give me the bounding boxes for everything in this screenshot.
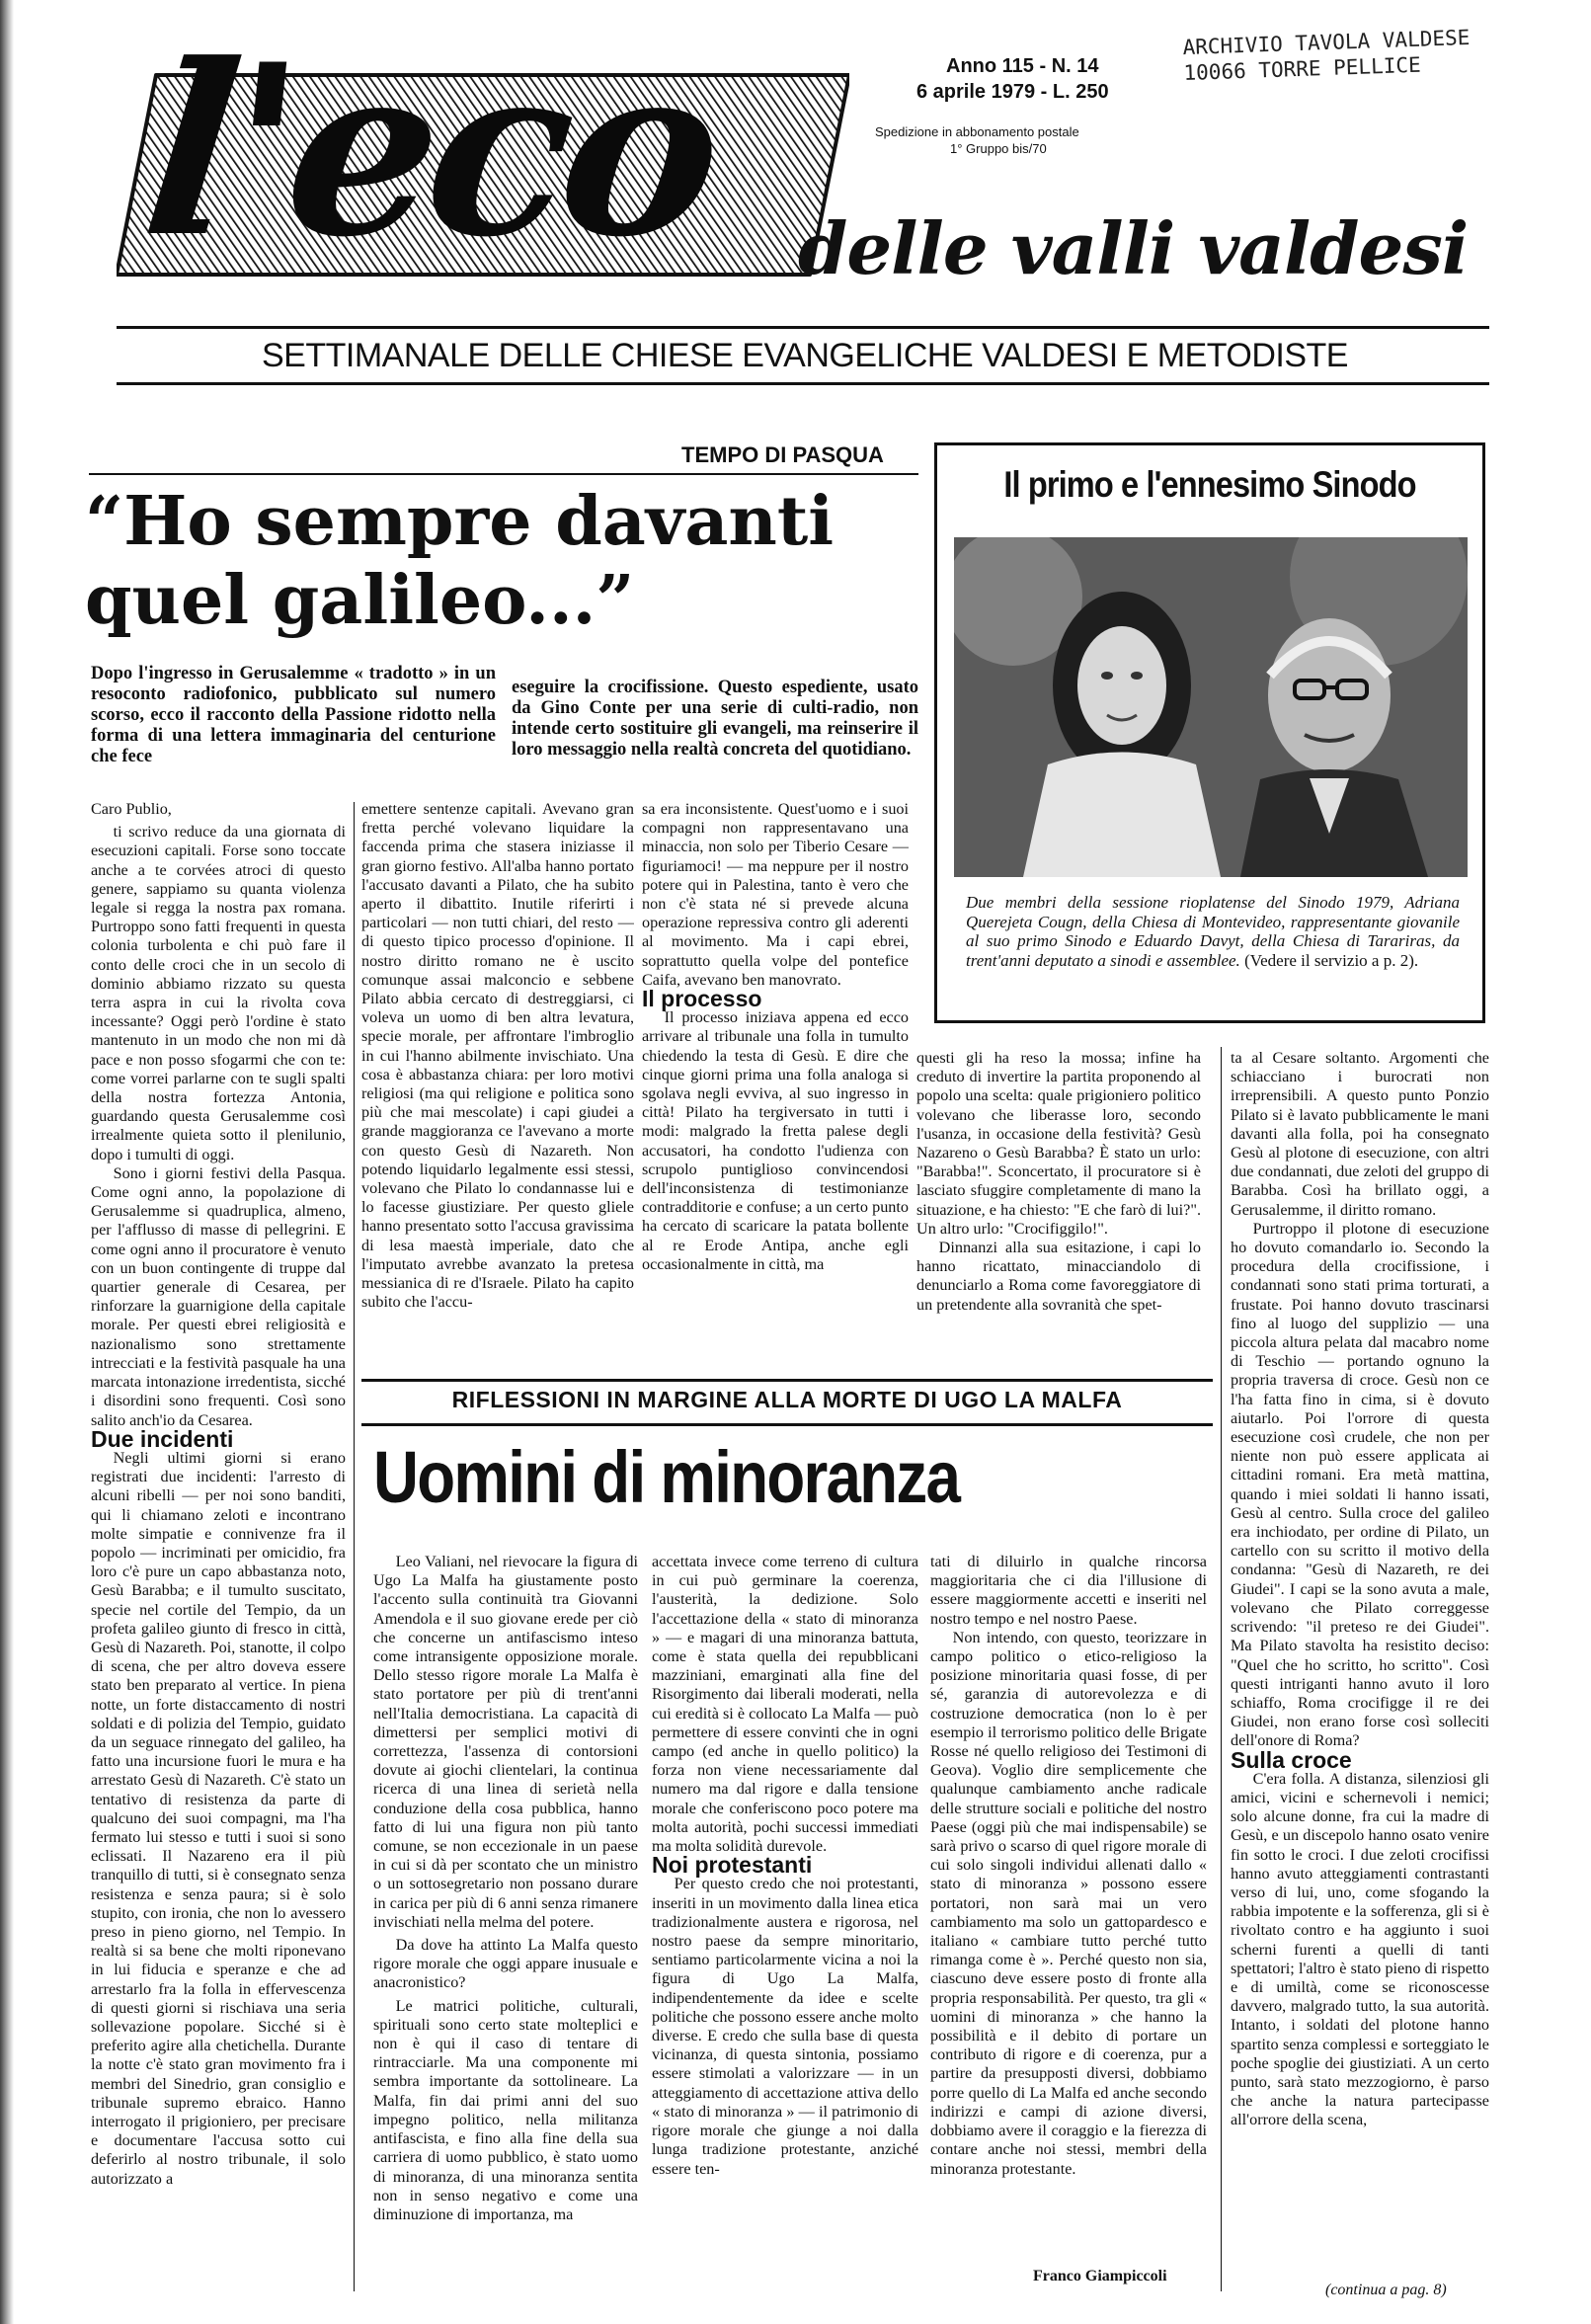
pasqua-col2-paragraph: emettere sentenze capitali. Avevano gran fretta perché volevano liquidare la faccenda prima che stasera iniziasse il gran giorno festivo. All'alba hanno portato l'accusato davanti a Pilato, che ha subito aperto il dibattito. Inutile riferirti i particolari — non tutti chiari, del resto — di questo tipico processo d'opinione. Il nostro diritto romano ne è uscito comunque assai malconcio e sebbene Pilato abbia cercato di destreggiarsi, ci voleva un uomo di ben altra levatura, specie morale, per affrontare l'imbroglio in cui l'hanno abilmente invischiato. Una cosa è abbastanza chiara: per loro motivi religiosi (ma qui religione e politica sono più che mai mescolate) i capi giudei a grande maggioranza ce l'avevano a morte con questo Gesù di Nazareth. Non potendo liquidarlo legalmente essi stessi, volevano che Pilato lo condannasse lui e lo facesse giustiziare. Per questo gliele hanno presentato sotto l'accusa gravissima di lesa maestà imperiale, dato che l'imputato avrebbe avanzato la pretesa messianica di re d'Israele. Pilato ha capito subito che l'accu- xyxy=(361,800,634,1312)
continued-note: (continua a pag. 8) xyxy=(1325,2282,1447,2298)
lamalfa-col1-paragraph: Da dove ha attinto La Malfa questo rigore morale che oggi appare inusuale e anacronistico? xyxy=(373,1936,638,1992)
lamalfa-author: Franco Giampiccoli xyxy=(1033,2268,1167,2284)
masthead xyxy=(0,0,1591,390)
lamalfa-column-1 xyxy=(373,1553,638,2291)
pasqua-headline xyxy=(85,482,834,640)
sinodo-caption-reference: (Vedere il servizio a p. 2). xyxy=(1244,950,1419,970)
lamalfa-column-3 xyxy=(930,1553,1207,2264)
masthead-logo-text: l'eco xyxy=(133,14,725,289)
lamalfa-headline: Uomini di minoranza xyxy=(373,1436,960,1518)
masthead-tagline: SETTIMANALE DELLE CHIESE EVANGELICHE VALDESI E METODISTE xyxy=(262,337,1348,374)
lamalfa-col3-paragraph: Non intendo, con questo, teorizzare in campo politico o etico-religioso la posizione minoritaria quasi fosse, di per sé, garanzia di autorevolezza e di costruzione democratica (non lo è per esempio il terrorismo politico delle Brigate Rosse né quello religioso dei Testimoni di Geova). Voglio dire semplicemente che qualunque cambiamento anche radicale delle strutture sociali e politiche del nostro Paese (oggi più che mai indispensabile) se sarà privo o scarso di quel rigore morale di cui solo singoli individui allenati dallo « stato di minoranza » possono essere portatori, non sarà mai un vero cambiamento ma solo un gattopardesco e italiano « cambiare tutto perché tutto rimanga come è ». Perché questo non sia, ciascuno deve essere posto di fronte alla propria responsabilità. Per questo, tra gli « uomini di minoranza » che hanno la possibilità e il debito di portare un contributo di rigore e di coerenza, pur a partire da presupposti diversi, dobbiamo porre quello di La Malfa ed anche secondo indirizzi e campi di azione diversi, dobbiamo avere il coraggio e la fierezza di contare anche noi stessi, membri della minoranza protestante. xyxy=(930,1628,1207,2178)
pasqua-column-2 xyxy=(361,800,634,1333)
lamalfa-col1-paragraph: Leo Valiani, nel rievocare la figura di Ugo La Malfa ha giustamente posto l'accento sulla continuità tra Giovanni Amendola e il suo giovane erede per ciò che concerne un antifascismo inteso come intransigente opposizione morale. Dello stesso rigore morale La Malfa è stato portatore per più di trent'anni nell'Italia democristiana. La capacità di dimettersi per semplici motivi di correttezza, l'assenza di contorsioni dovute ai giochi clientelari, la continua ricerca di una linea di serietà nella conduzione della cosa pubblica, hanno fatto di lui una figura non più tanto comune, se non eccezionale in un paese in cui si dà per scontato che un ministro o un sottosegretario non possano durare in carica per più di 6 anni senza rimanere invischiati nella melma del potere. xyxy=(373,1553,638,1931)
sinodo-caption xyxy=(966,893,1460,970)
pasqua-intro-left: Dopo l'ingresso in Gerusalemme « tradotto » in un resoconto radiofonico, pubblicato sul numero scorso, ecco il racconto della Passione ridotto nella forma di una lettera immaginaria del centurione che fece xyxy=(91,664,496,766)
pasqua-col4-paragraph: Dinnanzi alla sua esitazione, i capi lo hanno ricattato, minacciandolo di denunciarlo a Roma come favoreggiatore di un pretendente alla sovranità che spet- xyxy=(916,1239,1201,1314)
column-divider xyxy=(354,802,355,2291)
lamalfa-kicker: RIFLESSIONI IN MARGINE ALLA MORTE DI UGO LA MALFA xyxy=(451,1387,1123,1412)
pasqua-col1-paragraph: Negli ultimi giorni si erano registrati due incidenti: l'arresto di alcuni ribelli — per noi sono banditi, qui li chiamano zeloti e incontrano molte simpatie e connivenze fra il popolo — incriminati per omicidio, fra loro c'è pure un capo abbastanza noto, Gesù Barabba; e il tumulto suscitato, specie nel cortile del Tempio, da un profeta galileo giunto di fresco in città, Gesù di Nazareth. Poi, stanotte, il colpo di scena, che per altro doveva essere stato ben preparato al vertice. In piena notte, un forte distaccamento di nostri soldati e di polizia del Tempio, guidato da un seguace rinnegato del galileo, ha fatto una incursione fuori le mura e ha arrestato Gesù di Nazareth. C'è stato un tentativo di resistenza da parte di qualcuno dei suoi compagni, ma l'ha fermato lui stesso e tutti i suoi si sono eclissati. Il Nazareno era il più tranquillo di tutti, si è consegnato senza resistenza e senza paura; si è solo stupito, con ironia, che non lo avessero preso in pieno giorno, nel Tempio. In realtà si sa bene che molti riponevano in lui fiducia e speranze e che ad arrestarlo fra la folla in effervescenza di questi giorni si rischiava una seria sollevazione popolare. Sicché si è preferito agire alla chetichella. Durante la notte c'è stato gran movimento fra i membri del Sinedrio, gran consiglio e tribunale supremo ebraico. Hanno interrogato il prigioniero, per precisare e documentare l'accusa sotto cui deferirlo al nostro tribunale, il solo autorizzato a xyxy=(91,1448,346,2188)
pasqua-col5-paragraph: C'era folla. A distanza, silenziosi gli amici, vicini e schernevoli i nemici; solo alcune donne, fra cui la madre di Gesù, e un discepolo hanno osato venire fin sotto le croci. I due zeloti crocifissi hanno avuto atteggiamenti contrastanti verso di lui, uno, come sfogando la rabbia impotente e la sofferenza, gli si è rivoltato contro e ha aggiunto i suoi scherni furenti a quelli di tanti spettatori; l'altro è stato pieno di rispetto e di umiltà, come se riconoscesse davvero, malgrado tutto, la sua autorità. Intanto, i soldati del plotone hanno spartito senza complessi e sorteggiato le poche spoglie dei giustiziati. A un certo punto, sarà stato mezzogiorno, è parso che anche la natura partecipasse all'orrore della scena, xyxy=(1231,1769,1489,2129)
archive-stamp xyxy=(1182,25,1471,86)
subhead-noi-protestanti: Noi protestanti xyxy=(652,1852,813,1879)
pasqua-column-4 xyxy=(916,1049,1201,1333)
pasqua-headline-line1: “Ho sempre davanti xyxy=(85,482,835,561)
masthead-subtitle: delle valli valdesi xyxy=(798,206,1469,290)
lamalfa-col2-paragraph: accettata invece come terreno di cultura in cui può germinare la coerenza, l'austerità, la dedizione. Solo l'accettazione della « stato di minoranza » — e magari di una minoranza battuta, come è stata quella dei repubblicani mazziniani, emarginati alla fine del Risorgimento dai liberali moderati, nella cui eredità si è collocato La Malfa — può permettere di essere convinti che in ogni campo (ed anche in quello politico) la forza non viene necessariamente dal numero ma dal rigore e dalla tensione morale che conferiscono poco potere ma molta autorità, pochi successi immediati ma molta solidità durevole. xyxy=(652,1553,918,1856)
masthead-rule-bottom xyxy=(117,382,1489,385)
pasqua-col3-paragraph: Il processo iniziava appena ed ecco arrivare al tribunale una folla in tumulto chiedendo la testa di Gesù. E dire che cinque giorni prima una folla analoga si sgolava negli evviva, al suo ingresso in città! Pilato ha tergiversato in tutti i modi: malgrado la fretta palese degli accusatori, ha condotto l'udienza con scrupolo puntiglioso convincendosi dell'inconsistenza di testimonianze contradditorie e confuse; a un certo punto ha cercato di scaricare la patata bollente al re Erode Antipa, anche egli occasionalmente in città, ma xyxy=(642,1008,909,1273)
lamalfa-rule-bottom xyxy=(361,1423,1213,1426)
pasqua-col5-paragraph: Purtroppo il plotone di esecuzione ho dovuto comandarlo io. Secondo la procedura della crocifissione, i condannati sono stati prima torturati, a frustate. Poi hanno dovuto trascinarsi fino al luogo del supplizio — una piccola altura pelata dal macabro nome di Teschio — portando ognuno la propria traversa di croce. Gesù non ce l'ha fatta fino in cima, si è dovuto aiutarlo. Poi l'orrore di questa esecuzione così crudele, che non per niente non può essere applicata ai cittadini romani. Era metà mattina, quando i miei soldati li hanno issati, Gesù al centro. Sulla croce del galileo era inchiodato, per ordine di Pilato, un cartello con su scritto il motivo della condanna: "Gesù di Nazareth, re dei Giudei". I capi se la sono avuta a male, volevano che Pilato correggesse scrivendo: "il preteso re dei Giudei". Ma Pilato stavolta ha resistito deciso: "Quel che ho scritto, ho scritto". Così questi intriganti hanno avuto il loro schiaffo, Roma crocifigge il re dei Giudei, non erano forse così solleciti dell'onore di Roma? xyxy=(1231,1219,1489,1750)
pasqua-column-5 xyxy=(1231,1049,1489,2274)
postal-info-line2: 1° Gruppo bis/70 xyxy=(950,141,1047,156)
sinodo-photo xyxy=(954,537,1468,877)
pasqua-column-3 xyxy=(642,800,909,1333)
pasqua-col1-paragraph: Sono i giorni festivi della Pasqua. Come ogni anno, la popolazione di Gerusalemme si quadruplica, almeno, per l'afflusso di masse di pellegrini. E come ogni anno il procuratore è venuto con un buon contingente di truppe dal quartier generale di Cesarea, per rinforzare la guarnigione della capitale morale. Per questi ebrei religiosità e nazionalismo sono strettamente intrecciati e la festività pasquale ha una marcata intonazione irredentista, sicché i disordini sono frequenti. Così sono salito anch'io da Cesarea. xyxy=(91,1163,346,1429)
sinodo-caption-text: Due membri della sessione rioplatense del Sinodo 1979, Adriana Querejeta Cougn, della Chiesa di Montevideo, rappresentante giovanile al suo primo Sinodo e Eduardo Davyt, della Chiesa di Tarariras, da trent'anni deputato a sinodi e assemblee. xyxy=(966,893,1460,970)
pasqua-kicker: TEMPO DI PASQUA xyxy=(681,442,884,467)
lamalfa-col3-paragraph: tati di diluirlo in qualche rincorsa maggioritaria che ci dia l'illusione di essere maggiormente accetti e inseriti nel nostro tempo e nel nostro Paese. xyxy=(930,1553,1207,1628)
issue-number: Anno 115 - N. 14 xyxy=(946,55,1099,77)
pasqua-headline-line2: quel galileo...” xyxy=(85,561,635,640)
subhead-sulla-croce: Sulla croce xyxy=(1231,1746,1352,1773)
lamalfa-column-2 xyxy=(652,1553,918,2291)
lamalfa-rule-top xyxy=(361,1379,1213,1382)
postal-info-line1: Spedizione in abbonamento postale xyxy=(875,124,1079,139)
masthead-rule-top xyxy=(117,326,1489,329)
subhead-due-incidenti: Due incidenti xyxy=(91,1425,234,1452)
pasqua-column-1 xyxy=(91,800,346,2291)
lamalfa-col1-paragraph: Le matrici politiche, culturali, spirituali sono certo state molteplici e non è qui il caso di tentare di rintracciarle. Ma una componente mi sembra importante da sottolineare. La Malfa, fin dai primi anni del suo impegno politico, nella militanza antifascista, e fino alla fine della sua carriera di uomo pubblico, è stato uomo di minoranza, di una minoranza sentita non in senso negativo e come una diminuzione di importanza, ma xyxy=(373,1996,638,2223)
archive-stamp-line2: 10066 TORRE PELLICE xyxy=(1183,52,1422,86)
page-edge-shadow xyxy=(0,0,14,2324)
pasqua-kicker-rule xyxy=(89,473,918,475)
lamalfa-col2-paragraph: Per questo credo che noi protestanti, inseriti in un movimento dalla linea etica tradizionalmente austera e rigorosa, nel nostro paese da sempre minoritario, sentiamo particolarmente vicina a noi la figura di Ugo La Malfa, indipendentemente da idee e scelte politiche che possono essere anche molto diverse. E credo che sulla base di questa vicinanza, di questa sintonia, possiamo essere stimolati a valorizzare — in un atteggiamento di accettazione attiva dello « stato di minoranza » — il patrimonio di rigore morale che giunge a noi dalla lunga tradizione protestante, anziché essere ten- xyxy=(652,1875,918,2178)
pasqua-col1-paragraph: ti scrivo reduce da una giornata di esecuzioni capitali. Forse sono toccate anche a te corvées atroci di questo genere, sappiamo su quanta violenza legale si regga la nostra pax romana. Purtroppo sono fatti frequenti in questa colonia turbolenta e chi può fare il conto delle croci che in un secolo di dominio abbiamo rizzato su questa terra aspra in cui la rivolta cova incessante? Oggi però l'ordine è stato mantenuto in un modo che non mi dà pace e non posso sfogarmi che con te: come vorrei parlarne con te sugli spalti della nostra fortezza Antonia, guardando questa Gerusalemme così irrealmente quieta sotto il plenilunio, dopo i tumulti di oggi. xyxy=(91,823,346,1163)
column-divider xyxy=(1221,1047,1222,2291)
issue-date-price: 6 aprile 1979 - L. 250 xyxy=(916,81,1109,103)
pasqua-col5-paragraph: ta al Cesare soltanto. Argomenti che schiacciano i burocrati non irreprensibili. A questo punto Ponzio Pilato si è lavato pubblicamente le mani davanti alla folla, poi ha consegnato Gesù al plotone di esecuzione, con altri due condannati, due zeloti del gruppo di Barabba. Così ha brillato oggi, a Gerusalemme, il diritto romano. xyxy=(1231,1049,1489,1219)
archive-stamp-line1: ARCHIVIO TAVOLA VALDESE xyxy=(1182,25,1471,60)
subhead-il-processo: Il processo xyxy=(642,986,762,1012)
sinodo-headline: Il primo e l'ennesimo Sinodo xyxy=(1003,464,1416,505)
pasqua-salutation: Caro Publio, xyxy=(91,800,172,818)
pasqua-col3-paragraph: sa era inconsistente. Quest'uomo e i suoi compagni non rappresentavano una minaccia, non solo per Tiberio Cesare — figuriamoci! — ma neppure per il nostro potere qui in Palestina, tanto è vero che non c'è stata né si prevede alcuna operazione repressiva contro gli aderenti al movimento. Ma i capi ebrei, soprattutto quella volpe del pontefice Caifa, avevano ben manovrato. xyxy=(642,800,909,989)
pasqua-col4-paragraph: questi gli ha reso la mossa; infine ha creduto di invertire la partita proponendo al popolo una scelta: quale prigioniero politico volevano che liberasse loro, secondo l'usanza, in occasione della festività? Gesù Nazareno o Gesù Barabba? È stato un urlo: "Barabba!". Sconcertato, il procuratore si è lasciato sfuggire completamente di mano la situazione, e ha chiesto: "E che farò di lui?". Un altro urlo: "Crocifiggilo!". xyxy=(916,1049,1201,1238)
pasqua-intro-right: eseguire la crocifissione. Questo espediente, usato da Gino Conte per una serie di culti-radio, non intende certo sostituire gli evangeli, ma reinserire il loro messaggio nella realtà concreta del quotidiano. xyxy=(512,678,918,760)
